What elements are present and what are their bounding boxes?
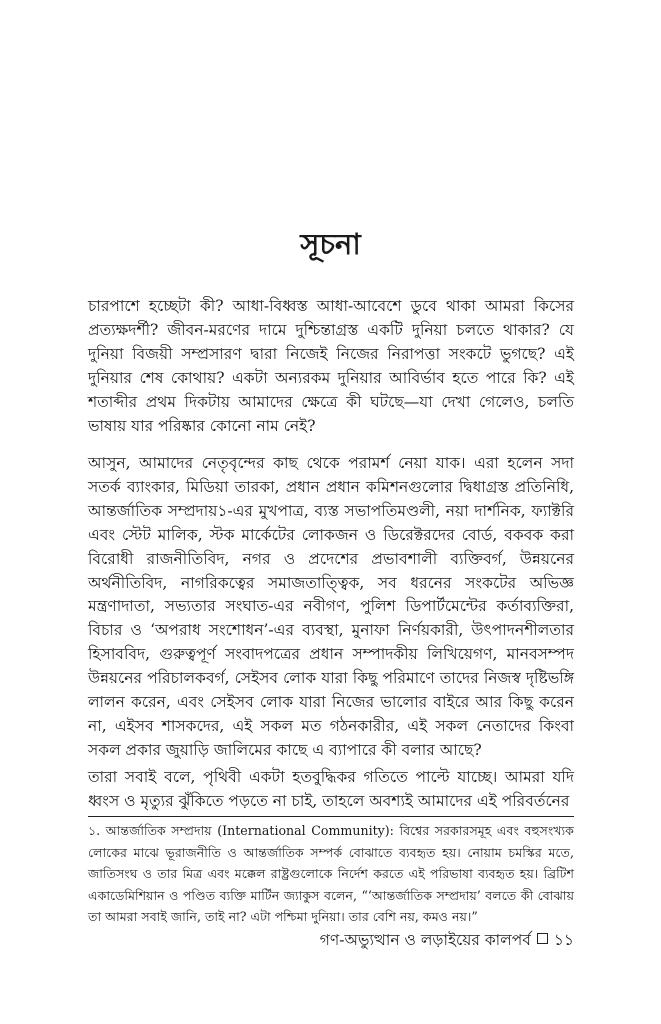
footnote: ১. আন্তর্জাতিক সম্প্রদায় (International Community): বিশ্বের সরকারসমূহ এবং বহুসংখ্যক লোকের মাঝে ভূরাজনীতি ও আন্তর্জাতিক সম্পর্ক বোঝাতে ব্যবহৃত হয়। নোয়াম চমস্কির মতে, জাতিসংঘ ও তার মিত্র এবং মক্কেল রাষ্ট্রগুলোকে নির্দেশ করতে এই পরিভাষা ব্যবহৃত হয়। ব্রিটিশ একাডেমিশিয়ান ও পণ্ডিত ব্যক্তি মার্টিন জ্যাকুস বলেন, “‘আন্তর্জাতিক সম্প্রদায়’ বলতে কী বোঝায় তা আমরা সবাই জানি, তাই না? এটা পশ্চিমা দুনিয়া। তার বেশি নয়, কমও নয়।” xyxy=(88,823,574,925)
body-paragraph-3 xyxy=(88,766,574,821)
paragraph-text: তারা সবাই বলে, পৃথিবী একটা হতবুদ্ধিকর গতিতে পাল্টে যাচ্ছে। আমরা যদি ধ্বংস ও মৃত্যুর ঝুঁকিতে পড়তে না চাই, তাহলে অবশ্যই আমাদের এই পরিবর্তনের xyxy=(88,768,574,810)
square-separator-icon xyxy=(537,933,548,944)
running-title: গণ-অভ্যুত্থান ও লড়াইয়ের কালপর্ব xyxy=(319,931,531,949)
footnote-divider xyxy=(88,816,574,817)
page-footer xyxy=(320,929,574,951)
paragraph-text: চারপাশে হচ্ছেটা কী? আধা-বিধ্বস্ত আধা-আবেশে ডুবে থাকা আমরা কিসের প্রত্যক্ষদর্শী? জীবন-মরণের দামে দুশ্চিন্তাগ্রস্ত একটি দুনিয়া চলতে থাকার? যে দুনিয়া বিজয়ী সম্প্রসারণ দ্বারা নিজেই নিজের নিরাপত্তা সংকটে ভুগছে? এই দুনিয়ার শেষ কোথায়? একটা অন্যরকম দুনিয়ার আবির্ভাব হতে পারে কি? এই শতাব্দীর প্রথম দিকটায় আমাদের ক্ষেত্রে কী ঘটছে—যা দেখা গেলেও, চলতি ভাষায় যার পরিষ্কার কোনো নাম নেই? xyxy=(88,297,574,435)
page-number: ১১ xyxy=(553,931,574,949)
paragraph-text: আসুন, আমাদের নেতৃবৃন্দের কাছ থেকে পরামর্শ নেয়া যাক। এরা হলেন সদা সতর্ক ব্যাংকার, মিডিয়া তারকা, প্রধান প্রধান কমিশনগুলোর দ্বিধাগ্রস্ত প্রতিনিধি, আন্তর্জাতিক সম্প্রদায়১-এর মুখপাত্র, ব্যস্ত সভাপতিমণ্ডলী, নয়া দার্শনিক, ফ্যাক্টরি এবং স্টেট মালিক, স্টক মার্কেটের লোকজন ও ডিরেক্টরদের বোর্ড, বকবক করা বিরোধী রাজনীতিবিদ, নগর ও প্রদেশের প্রভাবশালী ব্যক্তিবর্গ, উন্নয়নের অর্থনীতিবিদ, নাগরিকত্বের সমাজতাত্ত্বিক, সব ধরনের সংকটের অভিজ্ঞ মন্ত্রণাদাতা, সভ্যতার সংঘাত-এর নবীগণ, পুলিশ ডিপার্টমেন্টের কর্তাব্যক্তিরা, বিচার ও ‘অপরাধ সংশোধন’-এর ব্যবস্থা, মুনাফা নির্ণয়কারী, উৎপাদনশীলতার হিসাববিদ, গুরুত্বপূর্ণ সংবাদপত্রের প্রধান সম্পাদকীয় লিখিয়েগণ, মানবসম্পদ উন্নয়নের পরিচালকবর্গ, সেইসব লোক যারা কিছু পরিমাণে তাদের নিজস্ব দৃষ্টিভঙ্গি লালন করেন, এবং সেইসব লোক যারা নিজের ভালোর বাইরে আর কিছু করেন না, এইসব শাসকদের, এই সকল মত গঠনকারীর, এই সকল নেতাদের কিংবা সকল প্রকার জুয়াড়ি জালিমের কাছে এ ব্যাপারে কী বলার আছে? xyxy=(88,454,574,759)
body-paragraph-2 xyxy=(88,452,574,770)
body-paragraph-1 xyxy=(88,295,574,445)
chapter-title: সূচনা xyxy=(300,227,361,261)
